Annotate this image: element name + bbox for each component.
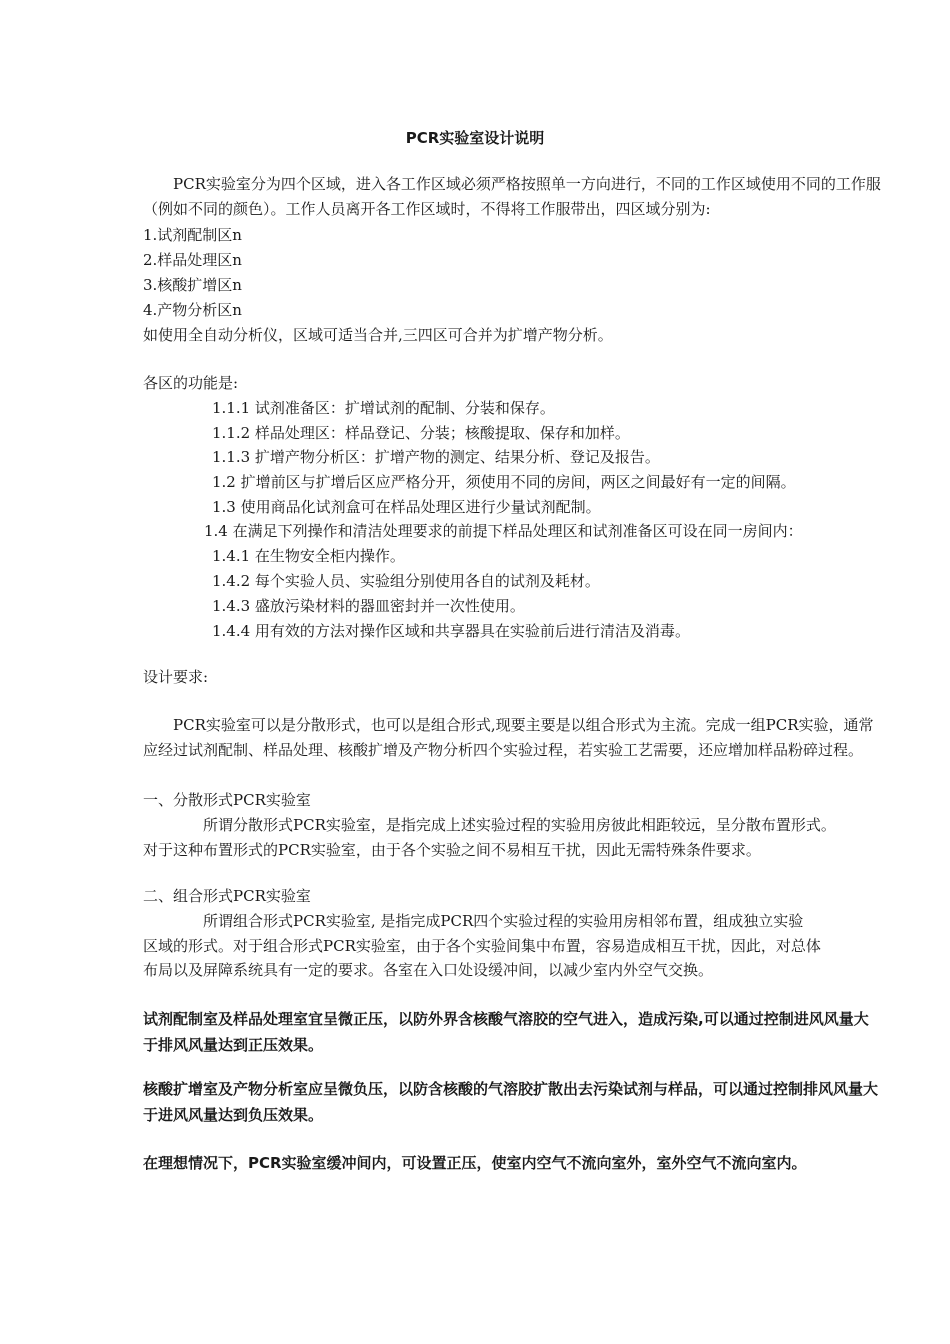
function-1-1-2: 1.1.2 样品处理区：样品登记、分装；核酸提取、保存和加样。 — [212, 424, 630, 442]
function-1-4-2: 1.4.2 每个实验人员、实验组分别使用各自的试剂及耗材。 — [212, 572, 600, 590]
function-1-1-3: 1.1.3 扩增产物分析区：扩增产物的测定、结果分析、登记及报告。 — [212, 448, 660, 466]
zone-item-3: 3.核酸扩增区n — [143, 276, 242, 294]
intro-paragraph: PCR实验室分为四个区域，进入各工作区域必须严格按照单一方向进行，不同的工作区域使用不同的工作服（例如不同的颜色）。工作人员离开各工作区域时，不得将工作服带出，四区域分别为: — [143, 175, 881, 219]
document-title: PCR实验室设计说明 — [405, 129, 545, 147]
positive-pressure-note: 试剂配制室及样品处理室宜呈微正压，以防外界含核酸气溶胶的空气进入，造成污染,可以通过控制进风风量大于排风风量达到正压效果。 — [143, 1010, 869, 1054]
zone-item-2: 2.样品处理区n — [143, 251, 242, 269]
merge-note: 如使用全自动分析仪，区域可适当合并,三四区可合并为扩增产物分析。 — [143, 326, 613, 344]
design-intro: PCR实验室可以是分散形式，也可以是组合形式,现要主要是以组合形式为主流。完成一组PCR实验，通常应经过试剂配制、样品处理、核酸扩增及产物分析四个实验过程，若实验工艺需要，还应增加样品粉碎过程。 — [143, 716, 874, 760]
section1-line-1: 所谓分散形式PCR实验室，是指完成上述实验过程的实验用房彼此相距较远，呈分散布置形式。 — [203, 816, 836, 834]
section2-heading: 二、组合形式PCR实验室 — [143, 887, 311, 905]
functions-heading: 各区的功能是: — [143, 374, 239, 392]
section1-heading: 一、分散形式PCR实验室 — [143, 791, 311, 809]
function-1-4: 1.4 在满足下列操作和清洁处理要求的前提下样品处理区和试剂准备区可设在同一房间内： — [204, 522, 803, 540]
buffer-room-note: 在理想情况下，PCR实验室缓冲间内，可设置正压，使室内空气不流向室外，室外空气不流向室内。 — [143, 1154, 807, 1172]
function-1-4-1: 1.4.1 在生物安全柜内操作。 — [212, 547, 405, 565]
section1-line-2: 对于这种布置形式的PCR实验室，由于各个实验之间不易相互干扰，因此无需特殊条件要求。 — [143, 841, 761, 859]
negative-pressure-note: 核酸扩增室及产物分析室应呈微负压，以防含核酸的气溶胶扩散出去污染试剂与样品，可以通过控制排风风量大于进风风量达到负压效果。 — [143, 1080, 879, 1124]
function-1-2: 1.2 扩增前区与扩增后区应严格分开，须使用不同的房间，两区之间最好有一定的间隔。 — [212, 473, 796, 491]
function-1-4-4: 1.4.4 用有效的方法对操作区域和共享器具在实验前后进行清洁及消毒。 — [212, 622, 690, 640]
design-heading: 设计要求: — [143, 668, 209, 686]
section2-line-3: 布局以及屏障系统具有一定的要求。各室在入口处设缓冲间，以减少室内外空气交换。 — [143, 961, 714, 979]
function-1-1-1: 1.1.1 试剂准备区：扩增试剂的配制、分装和保存。 — [212, 399, 555, 417]
function-1-4-3: 1.4.3 盛放污染材料的器皿密封并一次性使用。 — [212, 597, 525, 615]
zone-item-4: 4.产物分析区n — [143, 301, 242, 319]
section2-line-1: 所谓组合形式PCR实验室, 是指完成PCR四个实验过程的实验用房相邻布置，组成独立实验 — [203, 912, 804, 930]
section2-line-2: 区域的形式。对于组合形式PCR实验室，由于各个实验间集中布置，容易造成相互干扰，因此，对总体 — [143, 937, 821, 955]
function-1-3: 1.3 使用商品化试剂盒可在样品处理区进行少量试剂配制。 — [212, 498, 601, 516]
zone-item-1: 1.试剂配制区n — [143, 226, 242, 244]
